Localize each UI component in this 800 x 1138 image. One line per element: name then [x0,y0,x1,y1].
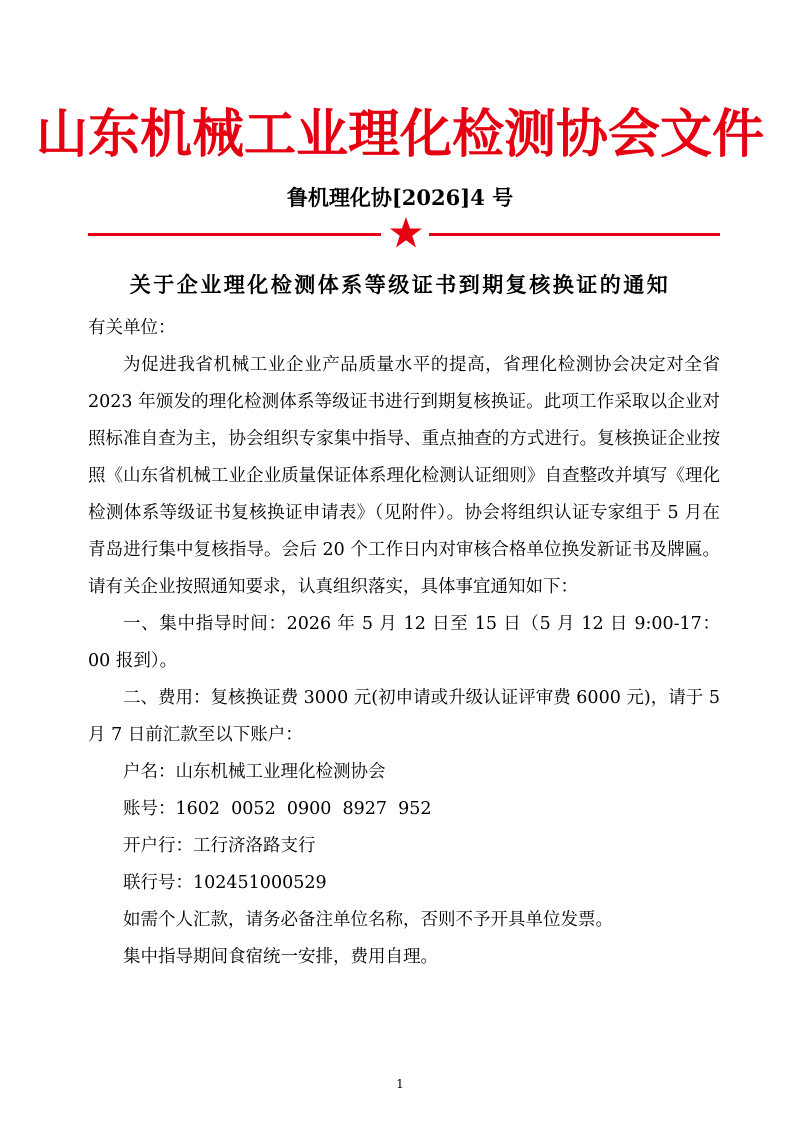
document-title: 山东机械工业理化检测协会文件 [35,104,764,165]
lodging-note: 集中指导期间食宿统一安排，费用自理。 [123,947,438,967]
separator-line-right [429,233,720,236]
salutation: 有关单位： [88,318,176,338]
star-icon [389,216,423,250]
account-bank: 开户行：工行济洛路支行 [123,836,316,856]
notice-title: 关于企业理化检测体系等级证书到期复核换证的通知 [129,272,671,297]
separator-line-left [88,233,381,236]
account-number: 账号：1602 0052 0900 8927 952 [123,799,432,819]
notice-body [88,310,720,976]
document-number: 鲁机理化协[2026]4 号 [286,185,514,210]
personal-remittance-note: 如需个人汇款，请务必备注单位名称，否则不予开具单位发票。 [123,910,613,930]
account-bank-code: 联行号：102451000529 [123,873,327,893]
red-separator [88,220,720,254]
intro-paragraph: 为促进我省机械工业企业产品质量水平的提高，省理化检测协会决定对全省 2023 年颁发的理化检测体系等级证书进行到期复核换证。此项工作采取以企业对照标准自查为主，协会组织专家集中指导、重点抽查的方式进行。复核换证企业按照《山东省机械工业企业质量保证体系理化检测认证细则》自查整改并填写《理化检测体系等级证书复核换证申请表》（见附件）。协会将组织认证专家组于 5 月在青岛进行集中复核指导。会后 20 个工作日内对审核合格单位换发新证书及牌匾。请有关企业按照通知要求，认真组织落实，具体事宜通知如下： [88,355,720,597]
item-fees: 二、费用：复核换证费 3000 元(初申请或升级认证评审费 6000 元)，请于 5 月 7 日前汇款至以下账户： [88,688,720,745]
page-number: 1 [396,1077,404,1091]
account-name: 户名：山东机械工业理化检测协会 [123,762,386,782]
item-schedule: 一、集中指导时间：2026 年 5 月 12 日至 15 日（5 月 12 日 9:00-17：00 报到）。 [88,614,720,671]
